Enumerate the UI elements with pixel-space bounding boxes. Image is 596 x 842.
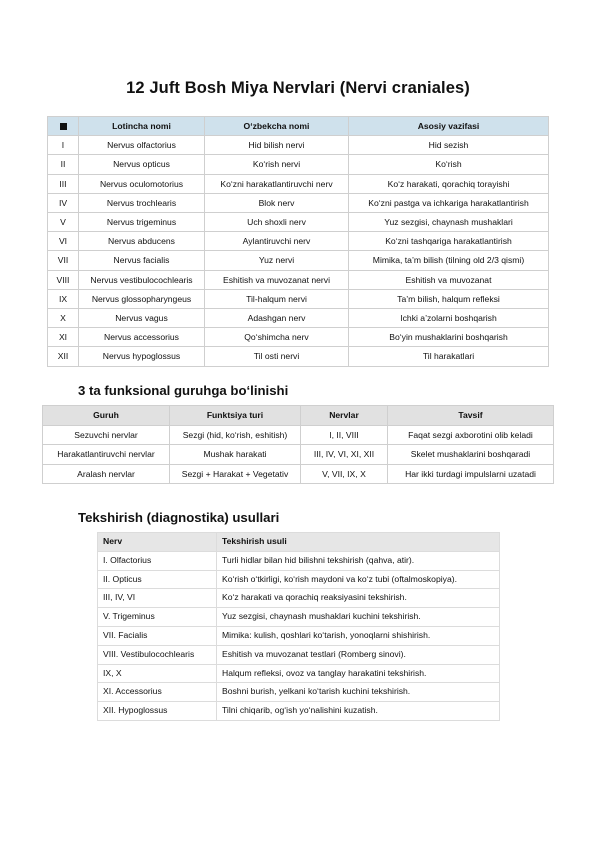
table-row <box>98 702 500 721</box>
table-row <box>43 425 554 445</box>
table-row <box>48 251 549 270</box>
cell-exam-method: Ko‘z harakati va qorachiq reaksiyasini tekshirish. <box>217 589 500 608</box>
header-latin-name: Lotincha nomi <box>79 117 205 136</box>
cell-main-function: Yuz sezgisi, chaynash mushaklari <box>349 213 549 232</box>
table-row <box>98 570 500 589</box>
table-row <box>43 464 554 484</box>
table-row <box>48 270 549 289</box>
table-row <box>98 551 500 570</box>
diagnostics-table <box>97 532 500 721</box>
cell-main-function: Til harakatlari <box>349 347 549 366</box>
header-nerve: Nerv <box>98 533 217 552</box>
cell-nerve: II. Opticus <box>98 570 217 589</box>
cell-roman-numeral: IX <box>48 289 79 308</box>
cell-uzbek-name: Yuz nervi <box>205 251 349 270</box>
cell-nerves: I, II, VIII <box>301 425 388 445</box>
cell-nerve: XI. Accessorius <box>98 683 217 702</box>
table-row <box>98 683 500 702</box>
cell-exam-method: Yuz sezgisi, chaynash mushaklari kuchini tekshirish. <box>217 608 500 627</box>
cell-latin-name: Nervus opticus <box>79 155 205 174</box>
cell-latin-name: Nervus trigeminus <box>79 213 205 232</box>
header-main-function: Asosiy vazifasi <box>349 117 549 136</box>
table-row <box>48 328 549 347</box>
cell-nerve: I. Olfactorius <box>98 551 217 570</box>
cell-roman-numeral: VII <box>48 251 79 270</box>
cell-latin-name: Nervus glossopharyngeus <box>79 289 205 308</box>
header-exam-method: Tekshirish usuli <box>217 533 500 552</box>
table-row <box>48 347 549 366</box>
cell-uzbek-name: Uch shoxli nerv <box>205 213 349 232</box>
cell-nerve: IX, X <box>98 664 217 683</box>
cell-function-type: Sezgi (hid, ko‘rish, eshitish) <box>170 425 301 445</box>
cell-nerve: III, IV, VI <box>98 589 217 608</box>
header-function-type: Funktsiya turi <box>170 406 301 426</box>
header-marker <box>48 117 79 136</box>
cell-roman-numeral: VI <box>48 232 79 251</box>
cell-roman-numeral: IV <box>48 193 79 212</box>
cell-nerve: XII. Hypoglossus <box>98 702 217 721</box>
cell-uzbek-name: Til osti nervi <box>205 347 349 366</box>
cell-latin-name: Nervus accessorius <box>79 328 205 347</box>
cranial-nerves-table <box>47 116 549 367</box>
table-header-row <box>98 533 500 552</box>
cell-main-function: Ichki a’zolarni boshqarish <box>349 309 549 328</box>
cell-uzbek-name: Hid bilish nervi <box>205 136 349 155</box>
table-row <box>48 174 549 193</box>
cell-main-function: Ko‘zni tashqariga harakatlantirish <box>349 232 549 251</box>
cell-roman-numeral: I <box>48 136 79 155</box>
cell-main-function: Mimika, ta’m bilish (tilning old 2/3 qismi) <box>349 251 549 270</box>
cell-latin-name: Nervus abducens <box>79 232 205 251</box>
table-row <box>48 289 549 308</box>
cell-group: Sezuvchi nervlar <box>43 425 170 445</box>
cell-latin-name: Nervus olfactorius <box>79 136 205 155</box>
table-row <box>43 445 554 465</box>
table-row <box>48 155 549 174</box>
cell-main-function: Eshitish va muvozanat <box>349 270 549 289</box>
header-description: Tavsif <box>388 406 554 426</box>
cell-uzbek-name: Til-halqum nervi <box>205 289 349 308</box>
cell-exam-method: Tilni chiqarib, og‘ish yo‘nalishini kuzatish. <box>217 702 500 721</box>
table-row <box>48 213 549 232</box>
cell-nerve: VIII. Vestibulocochlearis <box>98 645 217 664</box>
cell-uzbek-name: Qo‘shimcha nerv <box>205 328 349 347</box>
square-icon <box>60 123 67 130</box>
table-row <box>98 608 500 627</box>
cell-description: Har ikki turdagi impulslarni uzatadi <box>388 464 554 484</box>
cell-latin-name: Nervus oculomotorius <box>79 174 205 193</box>
table-row <box>98 589 500 608</box>
cell-roman-numeral: X <box>48 309 79 328</box>
cell-group: Harakatlantiruvchi nervlar <box>43 445 170 465</box>
table-row <box>98 626 500 645</box>
table-row <box>98 664 500 683</box>
cell-latin-name: Nervus vestibulocochlearis <box>79 270 205 289</box>
section-title-diagnostics: Tekshirish (diagnostika) usullari <box>78 510 280 525</box>
cell-roman-numeral: II <box>48 155 79 174</box>
cell-function-type: Sezgi + Harakat + Vegetativ <box>170 464 301 484</box>
cell-nerves: III, IV, VI, XI, XII <box>301 445 388 465</box>
cell-main-function: Ko‘rish <box>349 155 549 174</box>
cell-exam-method: Halqum refleksi, ovoz va tanglay harakatini tekshirish. <box>217 664 500 683</box>
table-row <box>98 645 500 664</box>
cell-group: Aralash nervlar <box>43 464 170 484</box>
cell-description: Skelet mushaklarini boshqaradi <box>388 445 554 465</box>
table-row <box>48 309 549 328</box>
section-title-functional-groups: 3 ta funksional guruhga bo‘linishi <box>78 383 289 398</box>
cell-latin-name: Nervus facialis <box>79 251 205 270</box>
cell-exam-method: Eshitish va muvozanat testlari (Romberg sinovi). <box>217 645 500 664</box>
cell-uzbek-name: Eshitish va muvozanat nervi <box>205 270 349 289</box>
table-header-row <box>48 117 549 136</box>
table-row <box>48 136 549 155</box>
page-title: 12 Juft Bosh Miya Nervlari (Nervi craniales) <box>126 79 470 97</box>
cell-uzbek-name: Ko‘zni harakatlantiruvchi nerv <box>205 174 349 193</box>
cell-latin-name: Nervus trochlearis <box>79 193 205 212</box>
header-group: Guruh <box>43 406 170 426</box>
cell-exam-method: Ko‘rish o‘tkirligi, ko‘rish maydoni va ko‘z tubi (oftalmoskopiya). <box>217 570 500 589</box>
cell-main-function: Ta’m bilish, halqum refleksi <box>349 289 549 308</box>
cell-roman-numeral: XII <box>48 347 79 366</box>
cell-roman-numeral: XI <box>48 328 79 347</box>
header-nerves: Nervlar <box>301 406 388 426</box>
cell-latin-name: Nervus hypoglossus <box>79 347 205 366</box>
functional-groups-table <box>42 405 554 484</box>
cell-uzbek-name: Aylantiruvchi nerv <box>205 232 349 251</box>
table-header-row <box>43 406 554 426</box>
cell-roman-numeral: V <box>48 213 79 232</box>
cell-roman-numeral: III <box>48 174 79 193</box>
cell-exam-method: Turli hidlar bilan hid bilishni tekshirish (qahva, atir). <box>217 551 500 570</box>
cell-nerve: VII. Facialis <box>98 626 217 645</box>
cell-roman-numeral: VIII <box>48 270 79 289</box>
cell-uzbek-name: Ko‘rish nervi <box>205 155 349 174</box>
cell-main-function: Bo‘yin mushaklarini boshqarish <box>349 328 549 347</box>
cell-main-function: Ko‘zni pastga va ichkariga harakatlantirish <box>349 193 549 212</box>
table-row <box>48 232 549 251</box>
cell-exam-method: Boshni burish, yelkani ko‘tarish kuchini tekshirish. <box>217 683 500 702</box>
cell-main-function: Ko‘z harakati, qorachiq torayishi <box>349 174 549 193</box>
cell-nerve: V. Trigeminus <box>98 608 217 627</box>
cell-nerves: V, VII, IX, X <box>301 464 388 484</box>
cell-description: Faqat sezgi axborotini olib keladi <box>388 425 554 445</box>
cell-uzbek-name: Adashgan nerv <box>205 309 349 328</box>
cell-main-function: Hid sezish <box>349 136 549 155</box>
table-row <box>48 193 549 212</box>
header-uzbek-name: O‘zbekcha nomi <box>205 117 349 136</box>
cell-uzbek-name: Blok nerv <box>205 193 349 212</box>
cell-exam-method: Mimika: kulish, qoshlari ko‘tarish, yonoqlarni shishirish. <box>217 626 500 645</box>
cell-latin-name: Nervus vagus <box>79 309 205 328</box>
cell-function-type: Mushak harakati <box>170 445 301 465</box>
